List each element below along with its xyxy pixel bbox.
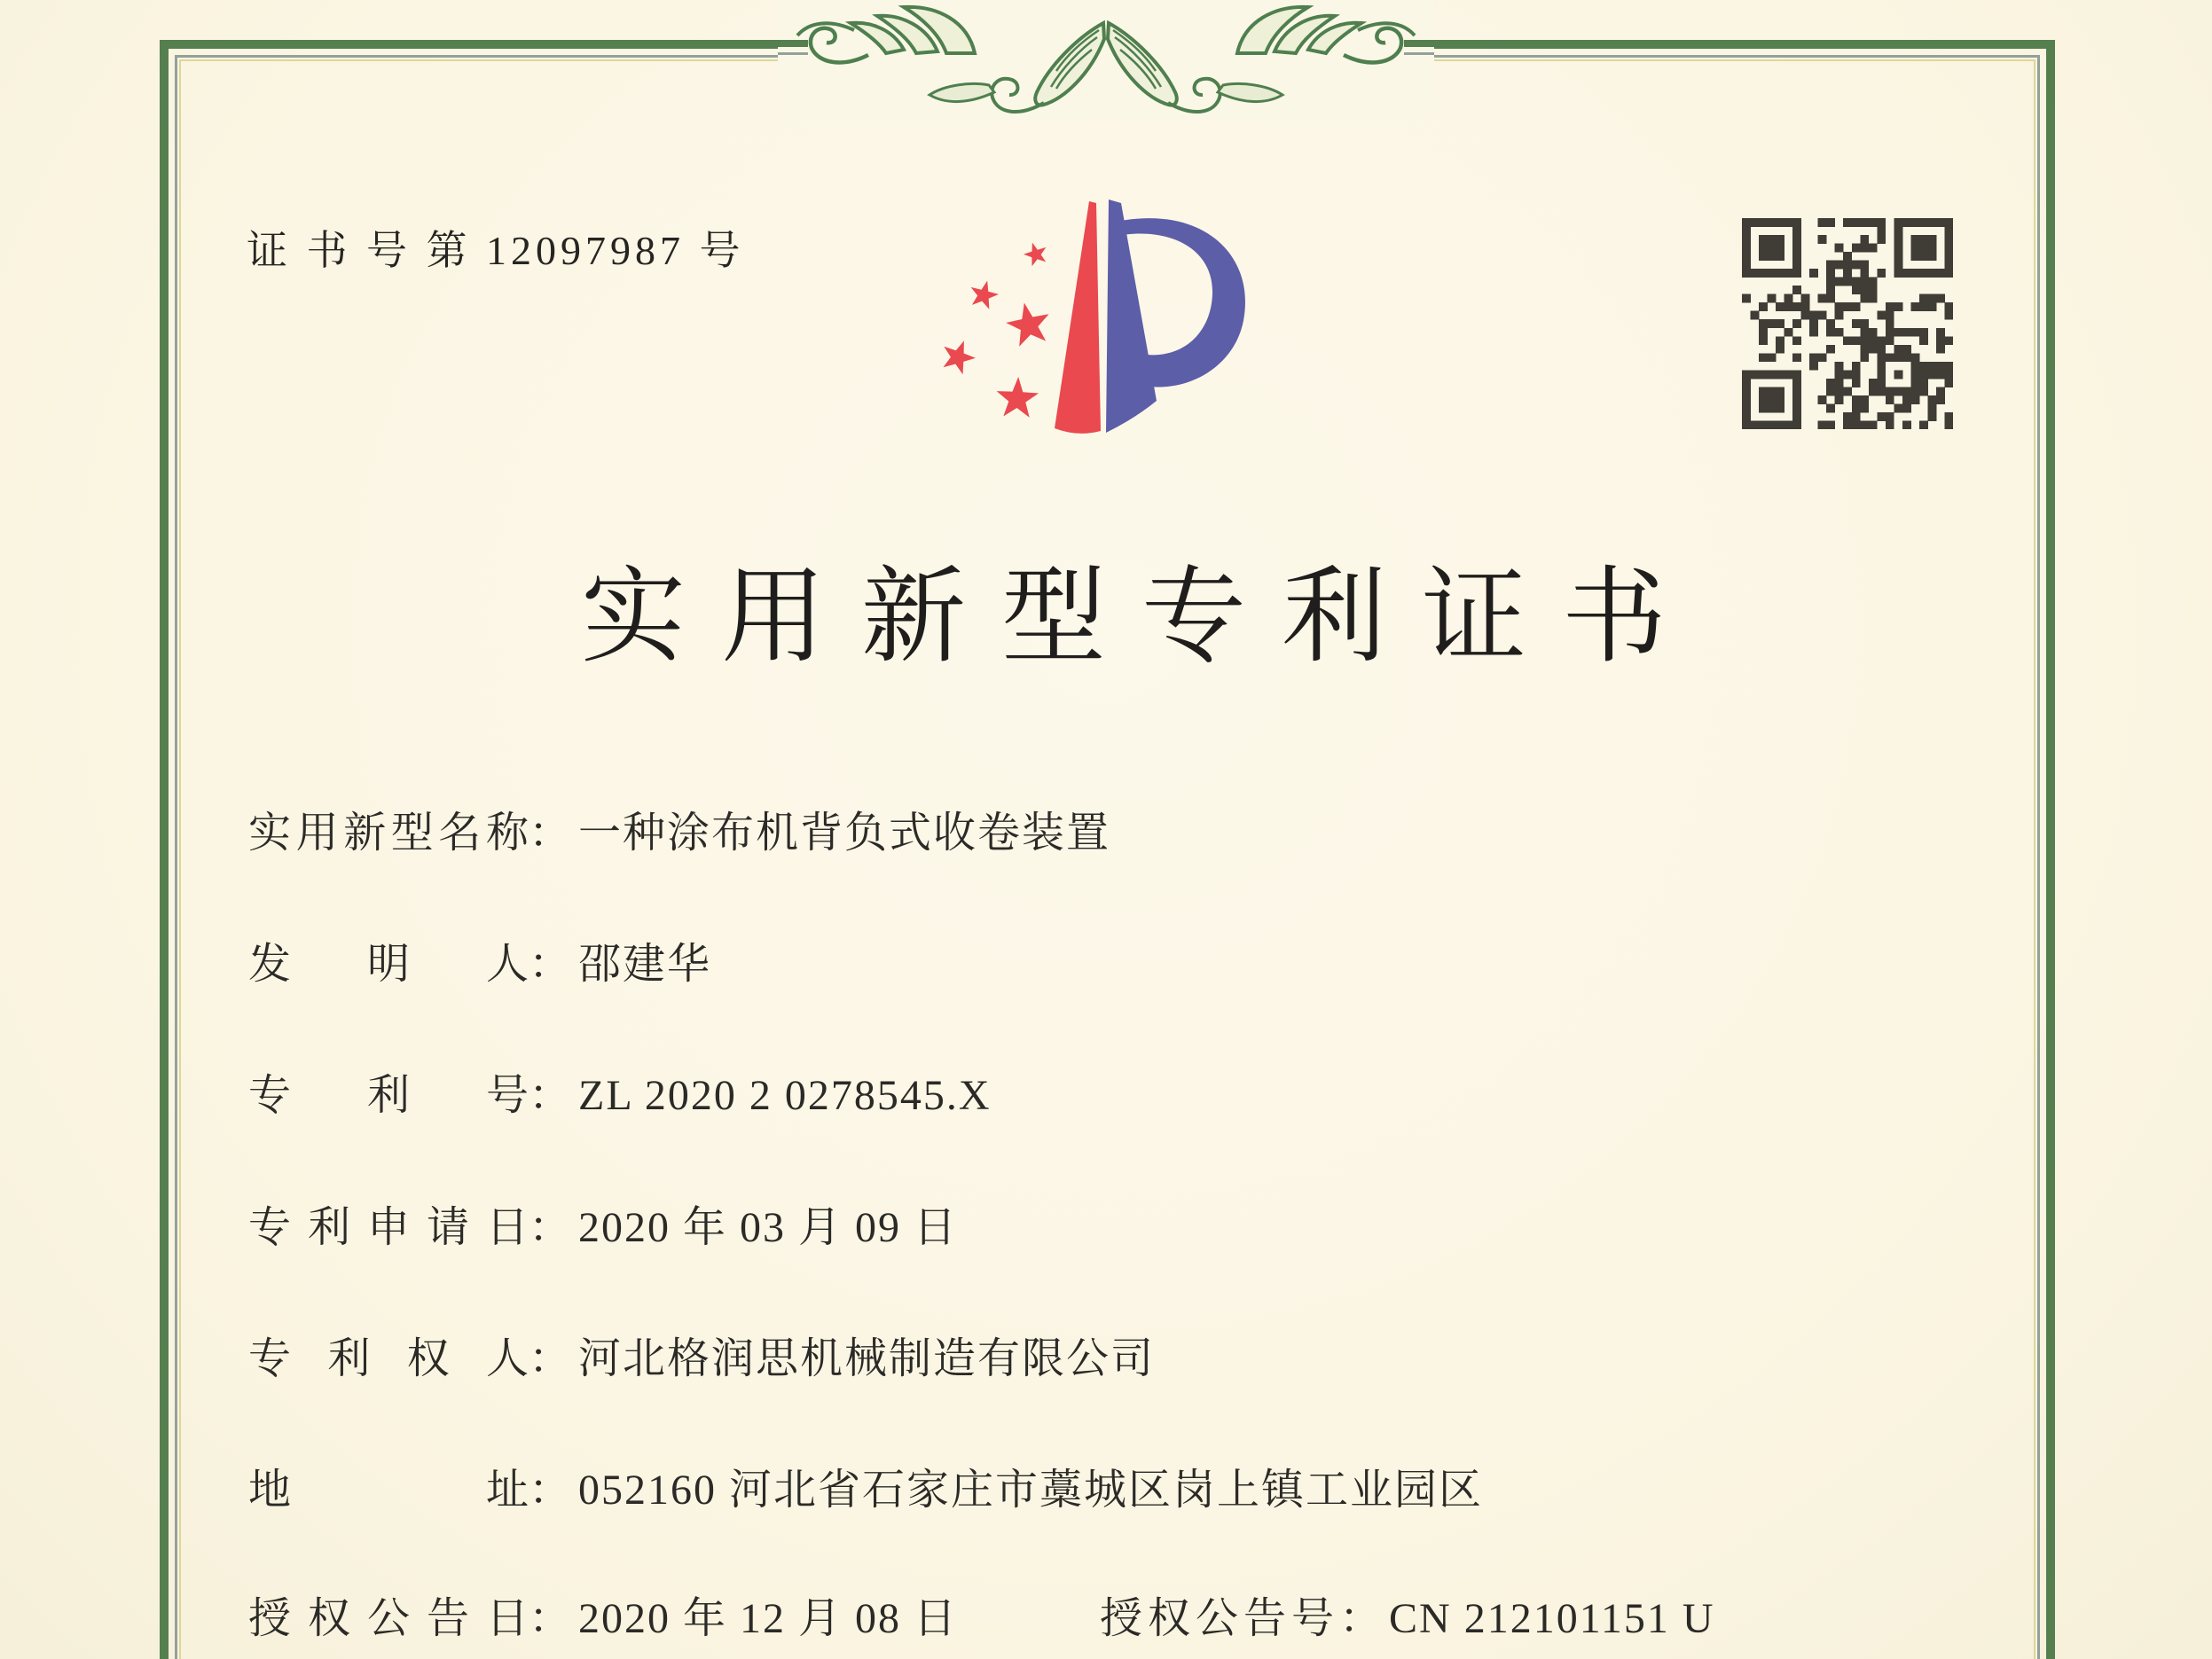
field-value: 一种涂布机背负式收卷装置 bbox=[578, 810, 1111, 857]
field-row-filing-date bbox=[248, 1203, 958, 1252]
field-row-inventor bbox=[248, 940, 711, 989]
field-label: 发明人 bbox=[248, 941, 529, 988]
field-value: 2020 年 03 月 09 日 bbox=[578, 1204, 959, 1251]
field-label: 授权公告号 bbox=[1100, 1595, 1340, 1642]
cnipa-logo-icon bbox=[933, 191, 1263, 457]
logo-star bbox=[1006, 303, 1048, 347]
certificate-number: 证 书 号 第 12097987 号 bbox=[247, 228, 745, 273]
logo-red-wedge bbox=[1055, 201, 1101, 434]
field-label: 授权公告日 bbox=[248, 1595, 529, 1642]
field-label: 专利号 bbox=[248, 1072, 529, 1119]
field-label: 地址 bbox=[248, 1467, 529, 1514]
field-label: 专利申请日 bbox=[248, 1204, 529, 1251]
field-value: 邵建华 bbox=[578, 941, 712, 988]
field-row-patentee bbox=[248, 1334, 1155, 1383]
logo-star bbox=[943, 340, 976, 374]
label-colon: ： bbox=[529, 1467, 572, 1514]
label-colon: ： bbox=[529, 810, 572, 857]
scroll-ornament-icon bbox=[778, 0, 1434, 120]
label-colon: ： bbox=[529, 941, 572, 988]
label-colon: ： bbox=[1339, 1595, 1383, 1642]
field-value: ZL 2020 2 0278545.X bbox=[578, 1072, 992, 1119]
field-label: 专利权人 bbox=[248, 1335, 529, 1382]
certificate-title: 实用新型专利证书 bbox=[580, 560, 1702, 676]
logo-star bbox=[971, 281, 999, 309]
field-value: 052160 河北省石家庄市藁城区岗上镇工业园区 bbox=[578, 1467, 1484, 1514]
grant-number-group bbox=[1100, 1594, 1715, 1643]
qr-code bbox=[1742, 218, 1953, 429]
logo-stars bbox=[943, 243, 1048, 418]
label-colon: ： bbox=[529, 1595, 572, 1642]
field-row-grant bbox=[248, 1594, 1715, 1643]
field-row-address bbox=[248, 1466, 1483, 1514]
field-value: CN 212101151 U bbox=[1389, 1595, 1715, 1642]
label-colon: ： bbox=[529, 1072, 572, 1119]
field-row-patent-number bbox=[248, 1071, 992, 1120]
field-label: 实用新型名称 bbox=[248, 810, 529, 857]
label-colon: ： bbox=[529, 1335, 572, 1382]
field-value: 2020 年 12 月 08 日 bbox=[578, 1595, 959, 1642]
field-row-name bbox=[248, 809, 1110, 857]
logo-star bbox=[997, 377, 1039, 418]
field-value: 河北格润思机械制造有限公司 bbox=[578, 1335, 1156, 1382]
label-colon: ： bbox=[529, 1204, 572, 1251]
logo-blue-wedge bbox=[1106, 200, 1157, 433]
logo-star bbox=[1024, 243, 1046, 267]
